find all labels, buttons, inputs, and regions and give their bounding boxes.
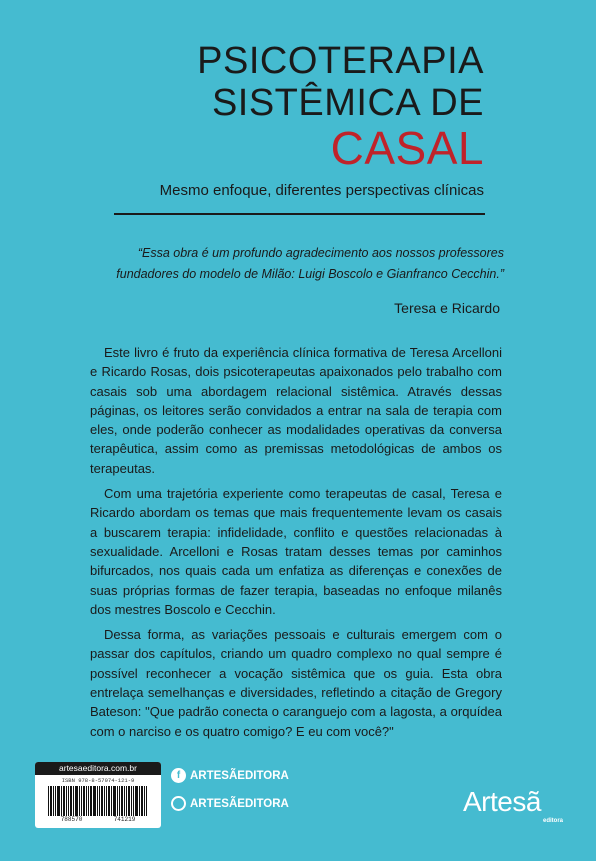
synopsis-paragraph-3: Dessa forma, as variações pessoais e culturais emergem com o passar dos capítulos, criando um quadro complexo no qual sempre é possível reconhecer a vocação sistêmica que os guia. Esta obra entrelaça semelhanças e diversidades, refletindo a citação de Gregory Bateson: "Que padrão conecta o caranguejo com a lagosta, a orquídea com o narciso e os quatro comigo? E eu com você?" — [90, 627, 502, 739]
barcode-bar — [83, 786, 85, 816]
title-line-1: PSICOTERAPIA — [197, 40, 484, 82]
barcode-bar — [108, 786, 110, 816]
barcode-bar — [128, 786, 130, 816]
barcode-bar — [86, 786, 87, 816]
barcode-bar — [133, 786, 134, 816]
barcode-bar — [104, 786, 105, 816]
barcode-bar — [66, 786, 67, 816]
barcode-bar — [117, 786, 118, 816]
synopsis — [90, 343, 502, 747]
publisher-logo-sub: editora — [543, 818, 564, 824]
barcode-bar — [141, 786, 143, 816]
barcode-bar — [63, 786, 65, 816]
barcode-bar — [135, 786, 138, 816]
barcode-numbers — [35, 816, 161, 823]
instagram-icon — [171, 796, 186, 811]
barcode-bar — [61, 786, 62, 816]
barcode-bar — [68, 786, 69, 816]
barcode-left-digits: 788570 — [60, 816, 83, 823]
facebook-label: ARTESÃEDITORA — [190, 769, 289, 782]
barcode-bar — [55, 786, 56, 816]
barcode-right-digits: 741219 — [113, 816, 136, 823]
instagram-handle[interactable] — [171, 796, 289, 811]
title-divider — [114, 213, 485, 215]
synopsis-paragraph-2: Com uma trajetória experiente como terapeutas de casal, Teresa e Ricardo abordam os temas que mais frequentemente levam os casais a buscarem terapia: infidelidade, conflito e questões relacionadas à sexualidade. Arcelloni e Rosas tratam desses temas por caminhos bifurcados, nos quais cada um enfatiza as diferenças e conexões de suas próprias formas de fazer terapia, baseadas no enfoque milanês dos mestres Boscolo e Cecchin. — [90, 486, 502, 617]
instagram-label: ARTESÃEDITORA — [190, 797, 289, 810]
barcode-bar — [119, 786, 120, 816]
barcode-bar — [121, 786, 123, 816]
barcode-bar — [124, 786, 125, 816]
barcode-bar — [113, 786, 116, 816]
barcode-bar — [131, 786, 132, 816]
book-title — [197, 40, 484, 172]
barcode-panel — [35, 762, 161, 828]
facebook-icon: f — [171, 768, 186, 783]
barcode-bar — [146, 786, 147, 816]
barcode-bar — [93, 786, 96, 816]
barcode-bar — [79, 786, 80, 816]
barcode-bar — [88, 786, 89, 816]
quote-author: Teresa e Ricardo — [394, 300, 500, 316]
barcode-bar — [97, 786, 98, 816]
barcode-bar — [70, 786, 72, 816]
synopsis-paragraph-1: Este livro é fruto da experiência clínica formativa de Teresa Arcelloni e Ricardo Rosas, dois psicoterapeutas apaixonados pelo trabalho com casais sob uma abordagem relacional sistêmica. Através dessas páginas, os leitores serão convidados a entrar na sala de terapia com eles, onde poderão conhecer as modalidades operativas da conversa terapêutica, assim como as premissas metodológicas de ambos os terapeutas. — [90, 345, 502, 476]
barcode-bar — [81, 786, 82, 816]
book-subtitle: Mesmo enfoque, diferentes perspectivas clínicas — [159, 182, 484, 199]
title-line-3: CASAL — [330, 122, 484, 174]
publisher-logo: Artesã — [463, 786, 541, 817]
barcode-bar — [144, 786, 145, 816]
epigraph-quote: “Essa obra é um profundo agradecimento aos nossos professores fundadores do modelo de Milão: Luigi Boscolo e Gianfranco Cecchin.” — [116, 246, 504, 281]
barcode-bar — [90, 786, 92, 816]
barcode-bar — [139, 786, 140, 816]
barcode-bar — [106, 786, 107, 816]
barcode-bar — [57, 786, 60, 816]
barcode-bar — [126, 786, 127, 816]
publisher-url: artesaeditora.com.br — [35, 762, 161, 775]
isbn-text: ISBN 978-8-57074-121-9 — [61, 777, 135, 784]
barcode-bar — [99, 786, 100, 816]
title-line-2: SISTÊMICA DE — [211, 82, 484, 124]
facebook-handle[interactable] — [171, 768, 289, 783]
barcode-bar — [53, 786, 54, 816]
barcode-bars — [35, 786, 161, 816]
barcode-bar — [50, 786, 52, 816]
barcode-bar — [111, 786, 112, 816]
barcode-bar — [101, 786, 103, 816]
barcode-bar — [73, 786, 74, 816]
barcode-bar — [75, 786, 78, 816]
barcode-bar — [48, 786, 49, 816]
